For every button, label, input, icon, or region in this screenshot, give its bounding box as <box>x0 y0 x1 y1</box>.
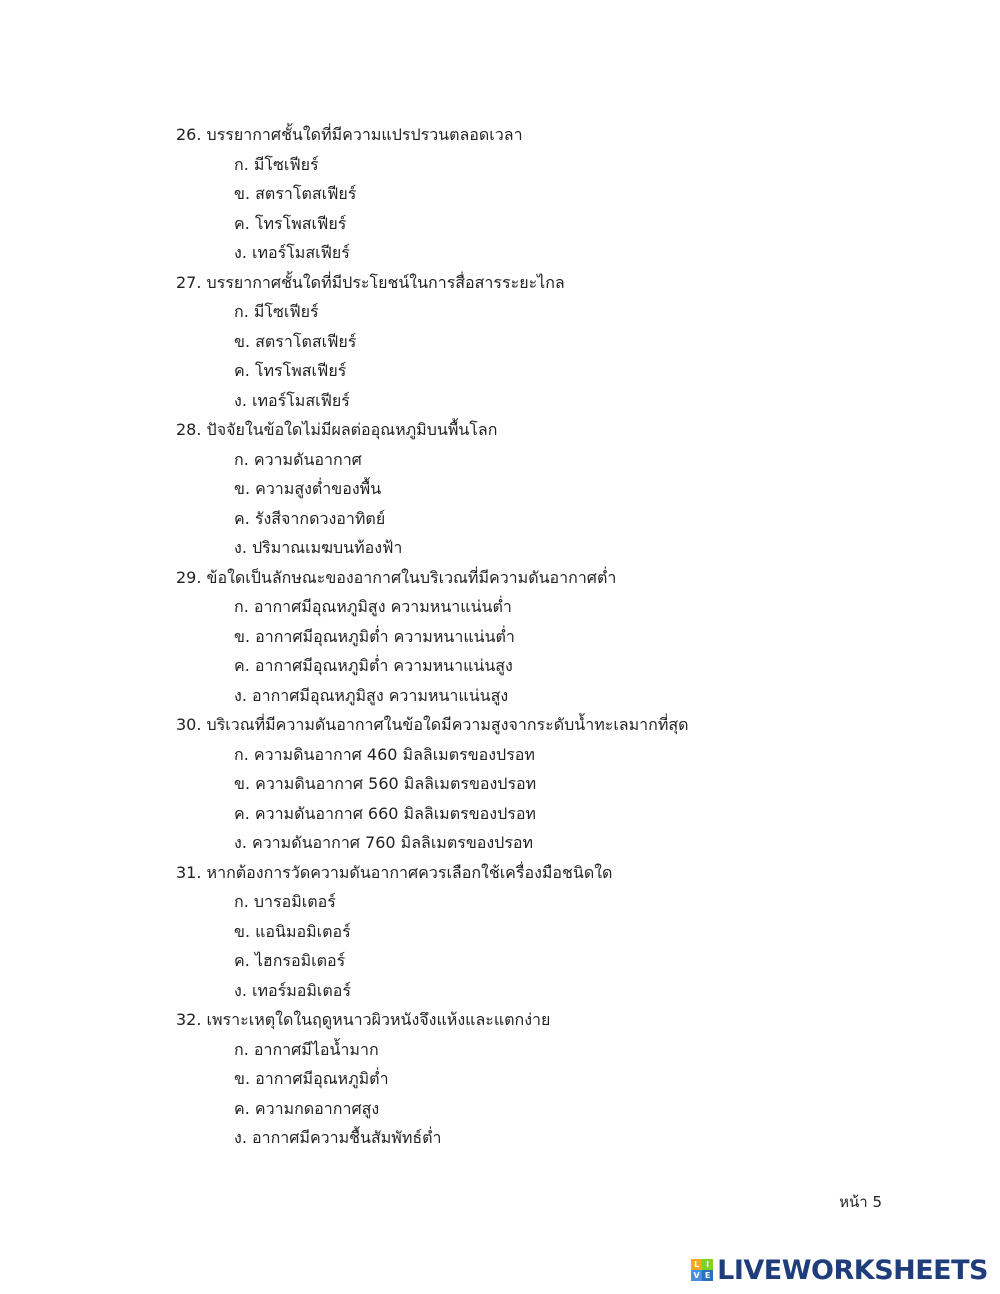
answer-choice: ง. อากาศมีความชื้นสัมพัทธ์ต่ำ <box>234 1128 442 1147</box>
question-text: 27. บรรยากาศชั้นใดที่มีประโยชน์ในการสื่อสารระยะไกล <box>176 272 565 292</box>
question-item <box>176 1005 956 1153</box>
question-text: 28. ปัจจัยในข้อใดไม่มีผลต่ออุณหภูมิบนพื้นโลก <box>176 420 498 439</box>
answer-choice: ง. เทอร์มอมิเตอร์ <box>234 980 351 1000</box>
logo-letter: V <box>691 1270 702 1281</box>
answer-choice: ค. อากาศมีอุณหภูมิต่ำ ความหนาแน่นสูง <box>234 656 513 675</box>
question-text: 32. เพราะเหตุใดในฤดูหนาวผิวหนังจึงแห้งและแตกง่าย <box>176 1010 551 1029</box>
answer-choice: ก. อากาศมีไอน้ำมาก <box>234 1039 379 1059</box>
question-list <box>176 120 956 1153</box>
answer-choice: ข. แอนิมอมิเตอร์ <box>234 921 351 941</box>
question-text: 26. บรรยากาศชั้นใดที่มีความแปรปรวนตลอดเวลา <box>176 125 523 144</box>
question-item <box>176 415 956 563</box>
answer-choice: ก. บารอมิเตอร์ <box>234 892 336 911</box>
question-text: 29. ข้อใดเป็นลักษณะของอากาศในบริเวณที่มีความดันอากาศต่ำ <box>176 567 617 587</box>
answer-choice: ค. โทรโพสเฟียร์ <box>234 361 347 380</box>
answer-choice: ก. ความดินอากาศ 460 มิลลิเมตรของปรอท <box>234 744 535 764</box>
answer-choice: ข. ความสูงต่ำของพื้น <box>234 479 382 498</box>
answer-choice: ค. รังสีจากดวงอาทิตย์ <box>234 508 386 528</box>
logo-letter: E <box>702 1270 713 1281</box>
answer-choice: ค. ความดันอากาศ 660 มิลลิเมตรของปรอท <box>234 803 536 823</box>
question-text: 30. บริเวณที่มีความดันอากาศในข้อใดมีความสูงจากระดับน้ำทะเลมากที่สุด <box>176 715 689 734</box>
answer-choice: ง. ปริมาณเมฆบนท้องฟ้า <box>234 538 403 557</box>
answer-choice: ค. ความกดอากาศสูง <box>234 1098 380 1118</box>
answer-choice: ก. ความดันอากาศ <box>234 449 362 469</box>
answer-choice: ก. อากาศมีอุณหภูมิสูง ความหนาแน่นต่ำ <box>234 597 512 616</box>
liveworksheets-brand <box>691 1254 988 1286</box>
answer-choice: ข. อากาศมีอุณหภูมิต่ำ ความหนาแน่นต่ำ <box>234 626 515 646</box>
logo-letter: I <box>702 1259 713 1270</box>
answer-choice: ข. อากาศมีอุณหภูมิต่ำ <box>234 1069 389 1088</box>
answer-choice: ค. ไฮกรอมิเตอร์ <box>234 951 346 970</box>
logo-letter: L <box>691 1259 702 1270</box>
answer-choice: ค. โทรโพสเฟียร์ <box>234 213 347 233</box>
question-item <box>176 858 956 1006</box>
answer-choice: ก. มีโซเฟียร์ <box>234 302 319 321</box>
question-item <box>176 268 956 416</box>
answer-choice: ก. มีโซเฟียร์ <box>234 154 319 174</box>
answer-choice: ข. สตราโตสเฟียร์ <box>234 184 357 203</box>
answer-choice: ง. ความดันอากาศ 760 มิลลิเมตรของปรอท <box>234 833 534 852</box>
question-item <box>176 120 956 268</box>
brand-name: LIVEWORKSHEETS <box>717 1254 988 1286</box>
answer-choice: ข. ความดินอากาศ 560 มิลลิเมตรของปรอท <box>234 774 537 793</box>
answer-choice: ง. อากาศมีอุณหภูมิสูง ความหนาแน่นสูง <box>234 685 509 705</box>
answer-choice: ง. เทอร์โมสเฟียร์ <box>234 243 350 262</box>
answer-choice: ข. สตราโตสเฟียร์ <box>234 331 357 351</box>
answer-choice: ง. เทอร์โมสเฟียร์ <box>234 390 350 410</box>
page-number: หน้า 5 <box>839 1193 882 1211</box>
question-item <box>176 563 956 711</box>
liveworksheets-logo-icon <box>691 1259 713 1281</box>
question-item <box>176 710 956 858</box>
question-text: 31. หากต้องการวัดความดันอากาศควรเลือกใช้เครื่องมือชนิดใด <box>176 862 613 882</box>
